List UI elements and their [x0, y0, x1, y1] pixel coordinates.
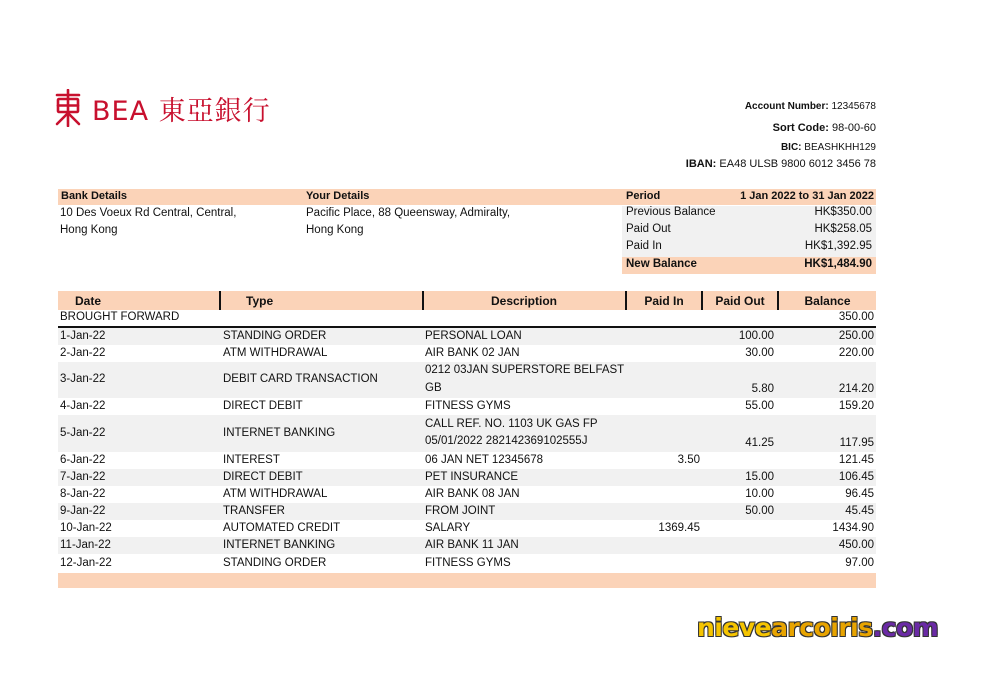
row-balance: 96.45: [845, 488, 874, 500]
col-description: Description: [490, 294, 557, 308]
row-type: DIRECT DEBIT: [223, 400, 303, 412]
row-description: PERSONAL LOAN: [425, 330, 522, 342]
previous-balance-row: [626, 206, 872, 218]
row-description-line2: GB: [425, 382, 442, 394]
bic-label: BIC:: [780, 142, 802, 153]
table-footer-band: [58, 573, 876, 588]
row-type: INTERNET BANKING: [223, 539, 336, 551]
table-row: [58, 555, 876, 572]
row-paid-out: 55.00: [745, 400, 774, 412]
paid-out-value: HK$258.05: [814, 223, 872, 235]
row-type: INTERNET BANKING: [223, 427, 336, 439]
row-balance: 159.20: [838, 400, 874, 412]
customer-address: [306, 205, 510, 239]
row-date: 9-Jan-22: [60, 505, 106, 517]
row-paid-out: 10.00: [745, 488, 774, 500]
row-balance: 121.45: [838, 454, 874, 466]
row-type: DEBIT CARD TRANSACTION: [223, 373, 378, 385]
row-date: 2-Jan-22: [60, 347, 106, 359]
paid-in-label: Paid In: [626, 240, 662, 252]
row-date: 4-Jan-22: [60, 400, 106, 412]
row-paid-out: 5.80: [751, 383, 774, 395]
row-description: AIR BANK 08 JAN: [425, 488, 520, 500]
row-date: 7-Jan-22: [60, 471, 106, 483]
row-type: INTEREST: [223, 454, 280, 466]
period-value: 1 Jan 2022 to 31 Jan 2022: [740, 190, 874, 202]
row-paid-in: 1369.45: [658, 522, 700, 534]
row-paid-out: 50.00: [745, 505, 774, 517]
row-balance: 97.00: [845, 557, 874, 569]
brought-forward-row: [58, 310, 876, 326]
account-number-row: [686, 97, 876, 116]
row-date: 6-Jan-22: [60, 454, 106, 466]
row-type: AUTOMATED CREDIT: [223, 522, 341, 534]
row-description-line2: 05/01/2022 282142369102555J: [425, 435, 588, 447]
logo-text: BEA 東亞銀行: [92, 95, 271, 127]
row-balance: 45.45: [845, 505, 874, 517]
sort-code-row: [686, 119, 876, 138]
row-description: FITNESS GYMS: [425, 557, 511, 569]
row-type: ATM WITHDRAWAL: [223, 488, 328, 500]
row-description: SALARY: [425, 522, 471, 534]
row-type: TRANSFER: [223, 505, 285, 517]
paid-in-row: [626, 240, 872, 252]
row-description: AIR BANK 11 JAN: [425, 539, 519, 551]
bank-address-line1: 10 Des Voeux Rd Central, Central,: [60, 207, 237, 219]
customer-address-line2: Hong Kong: [306, 224, 364, 236]
col-date: Date: [74, 294, 101, 308]
account-number: 12345678: [831, 101, 876, 112]
column-divider: [219, 291, 221, 310]
row-paid-out: 100.00: [738, 330, 774, 342]
row-type: STANDING ORDER: [223, 557, 327, 569]
period-label: Period: [626, 190, 661, 202]
table-row: [58, 486, 876, 503]
row-date: 3-Jan-22: [60, 373, 106, 385]
account-number-label: Account Number:: [744, 101, 829, 112]
bank-details-label: Bank Details: [61, 190, 128, 202]
bank-address: [60, 205, 236, 239]
table-row: [58, 452, 876, 469]
paid-out-row: [626, 223, 872, 235]
row-balance: 1434.90: [832, 522, 874, 534]
account-info: [686, 97, 876, 174]
watermark-part2: arcoiris: [771, 613, 873, 642]
row-description: 06 JAN NET 12345678: [425, 454, 544, 466]
table-row: [58, 469, 876, 486]
iban: EA48 ULSB 9800 6012 3456 78: [719, 158, 876, 170]
bank-address-line2: Hong Kong: [60, 224, 118, 236]
table-row: [58, 415, 876, 452]
brought-forward-label: BROUGHT FORWARD: [60, 311, 180, 323]
sort-code: 98-00-60: [831, 122, 876, 134]
bic: BEASHKHH129: [804, 142, 876, 153]
row-balance: 450.00: [838, 539, 874, 551]
iban-label: IBAN:: [685, 158, 717, 170]
row-description: FROM JOINT: [425, 505, 496, 517]
col-balance: Balance: [804, 294, 851, 308]
col-paid-in: Paid In: [644, 294, 684, 308]
iban-row: [686, 155, 876, 174]
row-date: 10-Jan-22: [60, 522, 112, 534]
bank-logo: [54, 88, 271, 128]
watermark: [697, 613, 938, 642]
new-balance-row: [626, 258, 872, 270]
row-description: AIR BANK 02 JAN: [425, 347, 520, 359]
row-type: DIRECT DEBIT: [223, 471, 303, 483]
table-row: [58, 362, 876, 398]
table-row: [58, 537, 876, 554]
row-description: CALL REF. NO. 1103 UK GAS FP: [425, 418, 598, 430]
row-description: 0212 03JAN SUPERSTORE BELFAST: [425, 364, 625, 376]
paid-out-label: Paid Out: [626, 223, 671, 235]
row-balance: 214.20: [838, 383, 874, 395]
previous-balance-value: HK$350.00: [814, 206, 872, 218]
row-type: ATM WITHDRAWAL: [223, 347, 328, 359]
row-description: PET INSURANCE: [425, 471, 519, 483]
row-balance: 117.95: [839, 437, 874, 449]
sort-code-label: Sort Code:: [772, 122, 829, 134]
col-type: Type: [246, 294, 274, 308]
row-balance: 106.45: [838, 471, 874, 483]
row-type: STANDING ORDER: [223, 330, 327, 342]
row-description: FITNESS GYMS: [425, 400, 511, 412]
row-balance: 250.00: [838, 330, 874, 342]
table-row: [58, 328, 876, 345]
brought-forward-balance: 350.00: [838, 311, 874, 323]
watermark-part1: nieve: [697, 613, 772, 642]
row-paid-out: 30.00: [745, 347, 774, 359]
table-row: [58, 503, 876, 520]
bea-emblem-icon: [54, 89, 82, 127]
row-paid-out: 41.25: [745, 437, 774, 449]
row-balance: 220.00: [838, 347, 874, 359]
paid-in-value: HK$1,392.95: [804, 240, 872, 252]
customer-address-line1: Pacific Place, 88 Queensway, Admiralty,: [306, 207, 511, 219]
row-paid-in: 3.50: [677, 454, 700, 466]
table-row: [58, 520, 876, 537]
new-balance-value: HK$1,484.90: [804, 258, 872, 270]
table-row: [58, 345, 876, 362]
new-balance-label: New Balance: [626, 258, 697, 270]
table-row: [58, 398, 876, 415]
row-date: 5-Jan-22: [60, 427, 106, 439]
row-paid-out: 15.00: [745, 471, 774, 483]
row-date: 12-Jan-22: [60, 557, 112, 569]
your-details-label: Your Details: [306, 190, 370, 202]
col-paid-out: Paid Out: [715, 294, 765, 308]
row-date: 1-Jan-22: [60, 330, 106, 342]
watermark-part3: .com: [872, 613, 939, 642]
row-date: 8-Jan-22: [60, 488, 106, 500]
previous-balance-label: Previous Balance: [626, 206, 716, 218]
row-date: 11-Jan-22: [60, 539, 111, 551]
